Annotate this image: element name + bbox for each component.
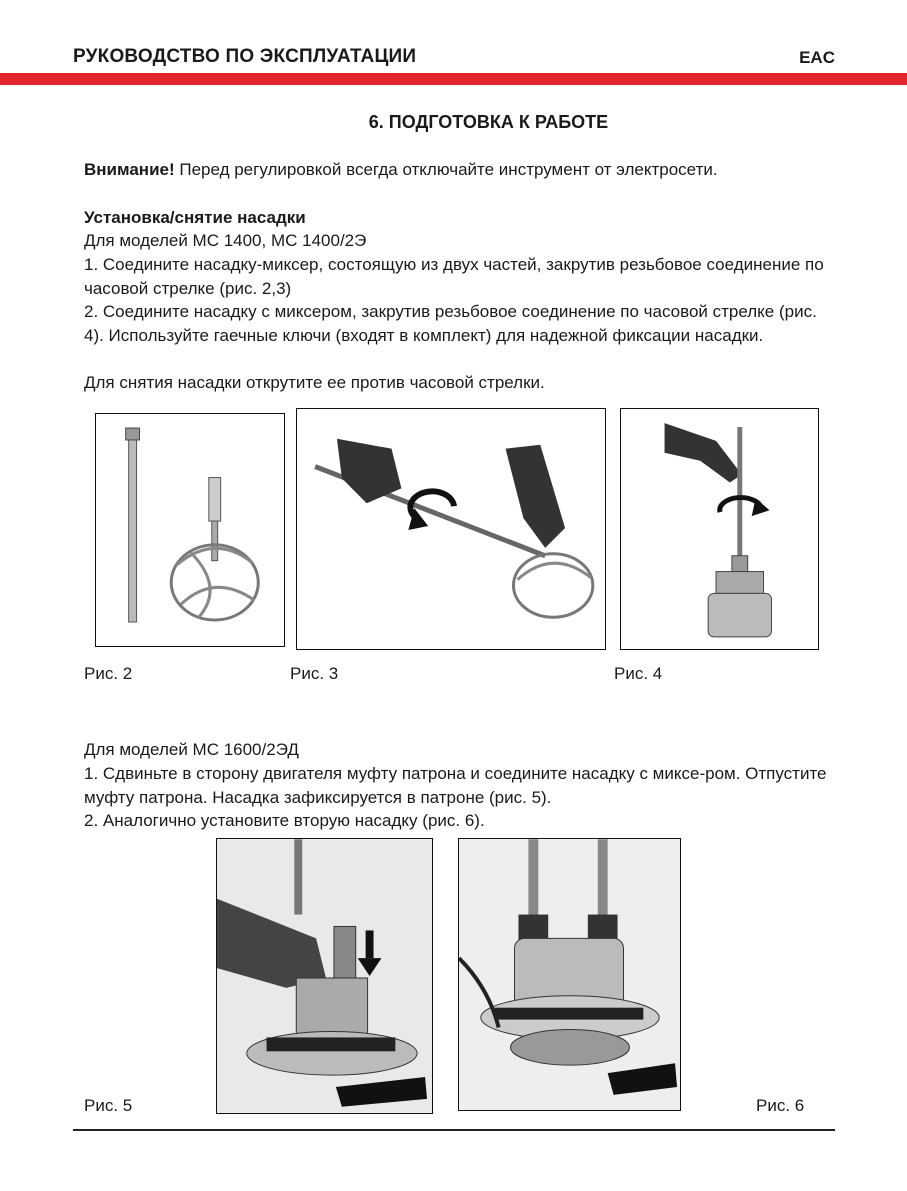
caption-fig5: Рис. 5 bbox=[84, 1096, 133, 1115]
figure-6-second-paddle bbox=[458, 838, 681, 1111]
step-a2: 2. Соедините насадку с миксером, закрутив резьбовое соединение по часовой стрелке (рис. 4). Используйте гаечные ключи (входят в комплект) для надежной фиксации насадки. bbox=[84, 302, 817, 345]
figure-2-mixer-paddle bbox=[95, 413, 285, 647]
warning-label: Внимание! bbox=[84, 160, 175, 179]
step-a1: 1. Соедините насадку-миксер, состоящую из двух частей, закрутив резьбовое соединение по часовой стрелке (рис. 2,3) bbox=[84, 255, 824, 298]
attach-to-mixer-illustration bbox=[621, 409, 818, 649]
section-title: 6. ПОДГОТОВКА К РАБОТЕ bbox=[368, 112, 609, 132]
header-accent-bar bbox=[0, 73, 907, 85]
header-title: РУКОВОДСТВО ПО ЭКСПЛУАТАЦИИ bbox=[73, 46, 417, 67]
figure-4-attach-to-mixer bbox=[620, 408, 819, 650]
caption-fig2: Рис. 2 bbox=[84, 664, 133, 683]
models-b: Для моделей МС 1600/2ЭД bbox=[84, 740, 299, 759]
removal-note: Для снятия насадки открутите ее против часовой стрелки. bbox=[84, 373, 545, 392]
insert-paddle-illustration bbox=[217, 839, 432, 1113]
figure-3-assembling-paddle bbox=[296, 408, 606, 650]
figure-5-insert-paddle bbox=[216, 838, 433, 1114]
eac-mark: EAC bbox=[799, 48, 835, 67]
step-b1: 1. Сдвиньте в сторону двигателя муфту патрона и соедините насадку с миксе-ром. Отпустите муфту патрона. Насадка зафиксируется в патроне (рис. 5). bbox=[84, 764, 827, 807]
caption-fig4: Рис. 4 bbox=[614, 664, 663, 683]
step-b2: 2. Аналогично установите вторую насадку (рис. 6). bbox=[84, 811, 485, 830]
caption-fig6: Рис. 6 bbox=[756, 1096, 805, 1115]
mixer-paddle-illustration bbox=[96, 414, 284, 646]
install-heading: Установка/снятие насадки bbox=[84, 208, 306, 227]
footer-divider bbox=[73, 1129, 835, 1131]
assembling-paddle-illustration bbox=[297, 409, 605, 649]
second-paddle-illustration bbox=[459, 839, 680, 1110]
warning-paragraph bbox=[84, 158, 718, 182]
models-a: Для моделей МС 1400, МС 1400/2Э bbox=[84, 231, 367, 250]
warning-text: Перед регулировкой всегда отключайте инструмент от электросети. bbox=[174, 160, 718, 179]
caption-fig3: Рис. 3 bbox=[290, 664, 339, 683]
